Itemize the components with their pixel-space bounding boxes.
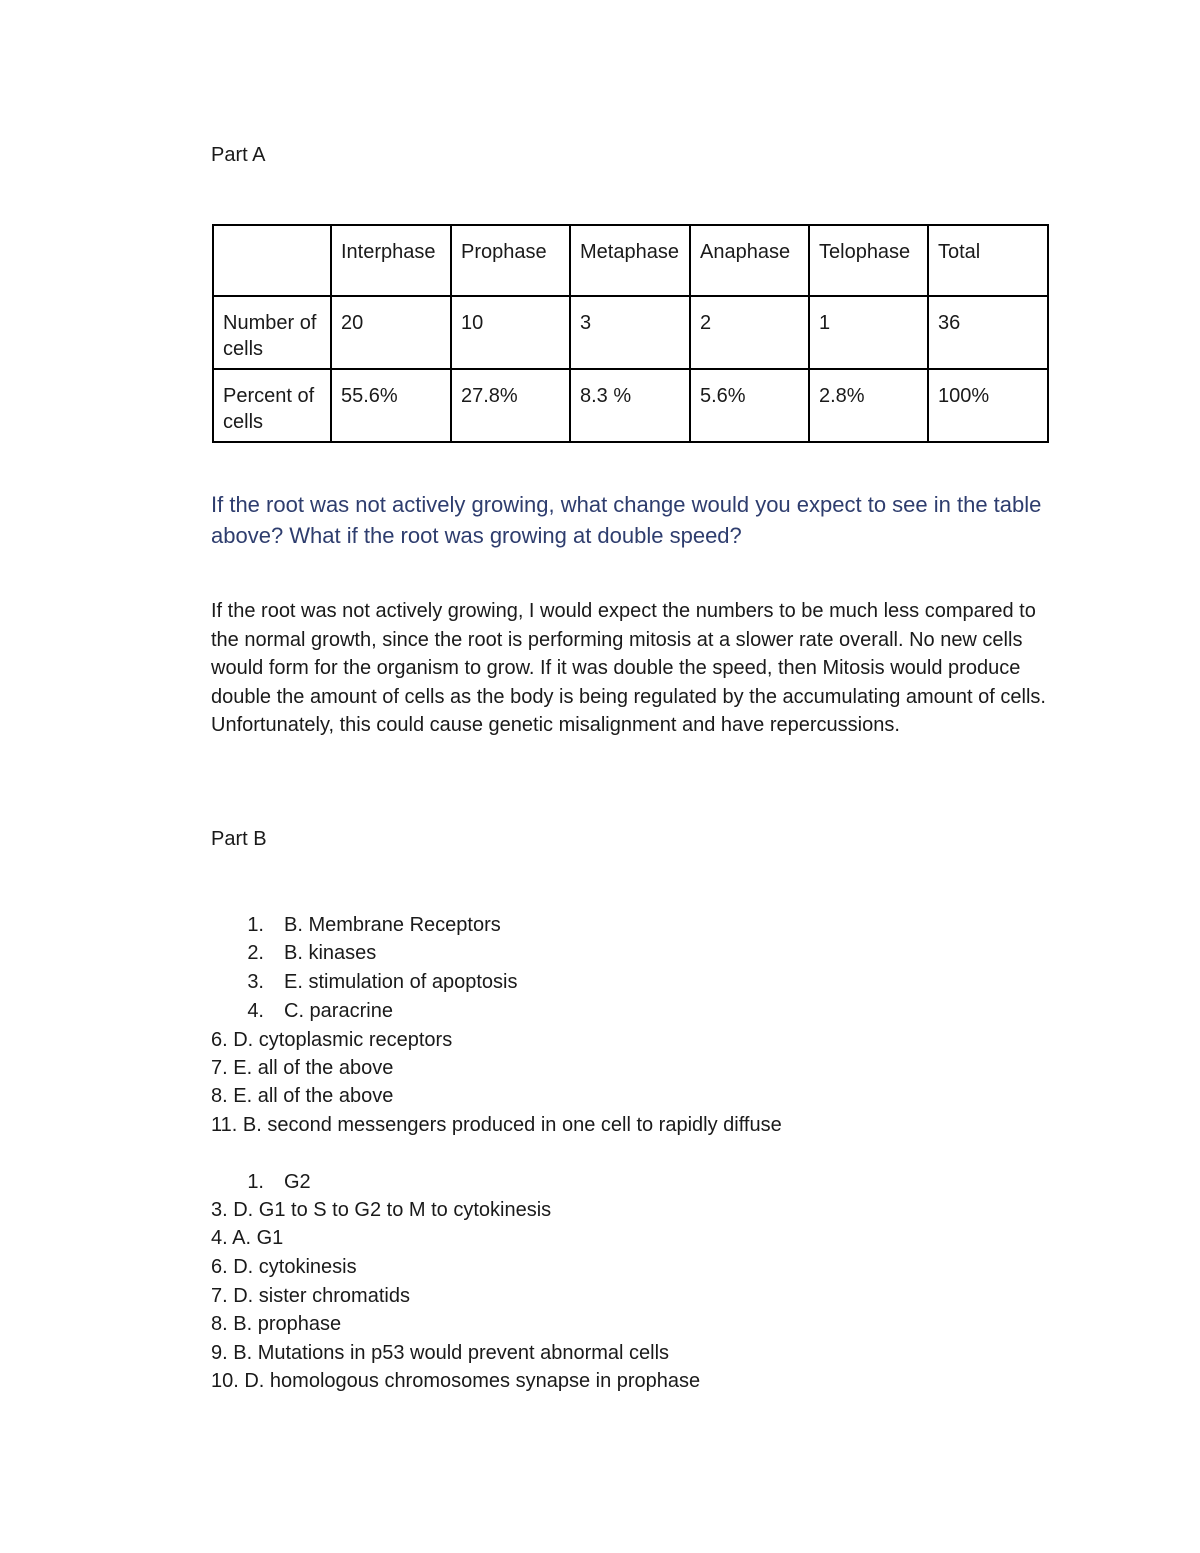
list-item: 8. B. prophase: [211, 1313, 342, 1335]
table-cell: 5.6%: [690, 369, 809, 442]
table-cell: 1: [809, 296, 928, 369]
list-item: [226, 1170, 311, 1194]
list-item-text: G2: [284, 1171, 311, 1193]
list-item: 6. D. cytoplasmic receptors: [211, 1029, 453, 1051]
list-item-text: C. paracrine: [284, 1000, 393, 1022]
list-item: [226, 999, 393, 1023]
table-cell: 55.6%: [331, 369, 451, 442]
list-item: 10. D. homologous chromosomes synapse in prophase: [211, 1370, 701, 1392]
list-item-number: 1.: [247, 1171, 264, 1193]
list-item-number: 1.: [247, 914, 264, 936]
list-item: 7. D. sister chromatids: [211, 1285, 410, 1307]
table-cell: 2.8%: [809, 369, 928, 442]
list-item: 11. B. second messengers produced in one cell to rapidly diffuse: [211, 1114, 782, 1136]
growth-question: If the root was not actively growing, what change would you expect to see in the table above? What if the root was growing at double speed?: [211, 492, 1042, 548]
table-header-cell: Anaphase: [690, 225, 809, 296]
list-item-text: B. kinases: [284, 942, 377, 964]
table-header-cell: Prophase: [451, 225, 570, 296]
list-item: 7. E. all of the above: [211, 1057, 394, 1079]
part-a-heading: Part A: [211, 144, 266, 166]
list-item: 6. D. cytokinesis: [211, 1256, 357, 1278]
table-cell: 36: [928, 296, 1048, 369]
list-item-text: E. stimulation of apoptosis: [284, 971, 518, 993]
cell-phase-table: [212, 224, 1049, 443]
table-cell: 3: [570, 296, 690, 369]
table-cell: 100%: [928, 369, 1048, 442]
table-header-cell: Telophase: [809, 225, 928, 296]
list-item-text: B. Membrane Receptors: [284, 914, 501, 936]
table-cell: 20: [331, 296, 451, 369]
list-item: 4. A. G1: [211, 1227, 284, 1249]
table-cell: 10: [451, 296, 570, 369]
list-item-number: 3.: [247, 971, 264, 993]
table-header-cell: Metaphase: [570, 225, 690, 296]
table-header-cell: Interphase: [331, 225, 451, 296]
list-item-number: 4.: [247, 1000, 264, 1022]
list-item: [226, 913, 501, 937]
table-cell: 27.8%: [451, 369, 570, 442]
list-item: 8. E. all of the above: [211, 1085, 394, 1107]
growth-answer: If the root was not actively growing, I would expect the numbers to be much less compared to the normal growth, since the root is performing mitosis at a slower rate overall. No new cells would form for the organism to grow. If it was double the speed, then Mitosis would produce double the amount of cells as the body is being regulated by the accumulating amount of cells. Unfortunately, this could cause genetic misalignment and have repercussions.: [211, 600, 1046, 736]
list-item-number: 2.: [247, 942, 264, 964]
part-b-heading: Part B: [211, 828, 267, 850]
list-item: [226, 970, 517, 994]
list-item: [226, 941, 376, 965]
list-item: 3. D. G1 to S to G2 to M to cytokinesis: [211, 1199, 552, 1221]
table-row: [213, 296, 1048, 369]
table-header-cell: [213, 225, 331, 296]
table-row-label: Number of cells: [213, 296, 331, 369]
list-item: 9. B. Mutations in p53 would prevent abnormal cells: [211, 1342, 670, 1364]
table-header-row: [213, 225, 1048, 296]
table-row-label: Percent of cells: [213, 369, 331, 442]
table-cell: 8.3 %: [570, 369, 690, 442]
table-header-cell: Total: [928, 225, 1048, 296]
table-cell: 2: [690, 296, 809, 369]
table-row: [213, 369, 1048, 442]
